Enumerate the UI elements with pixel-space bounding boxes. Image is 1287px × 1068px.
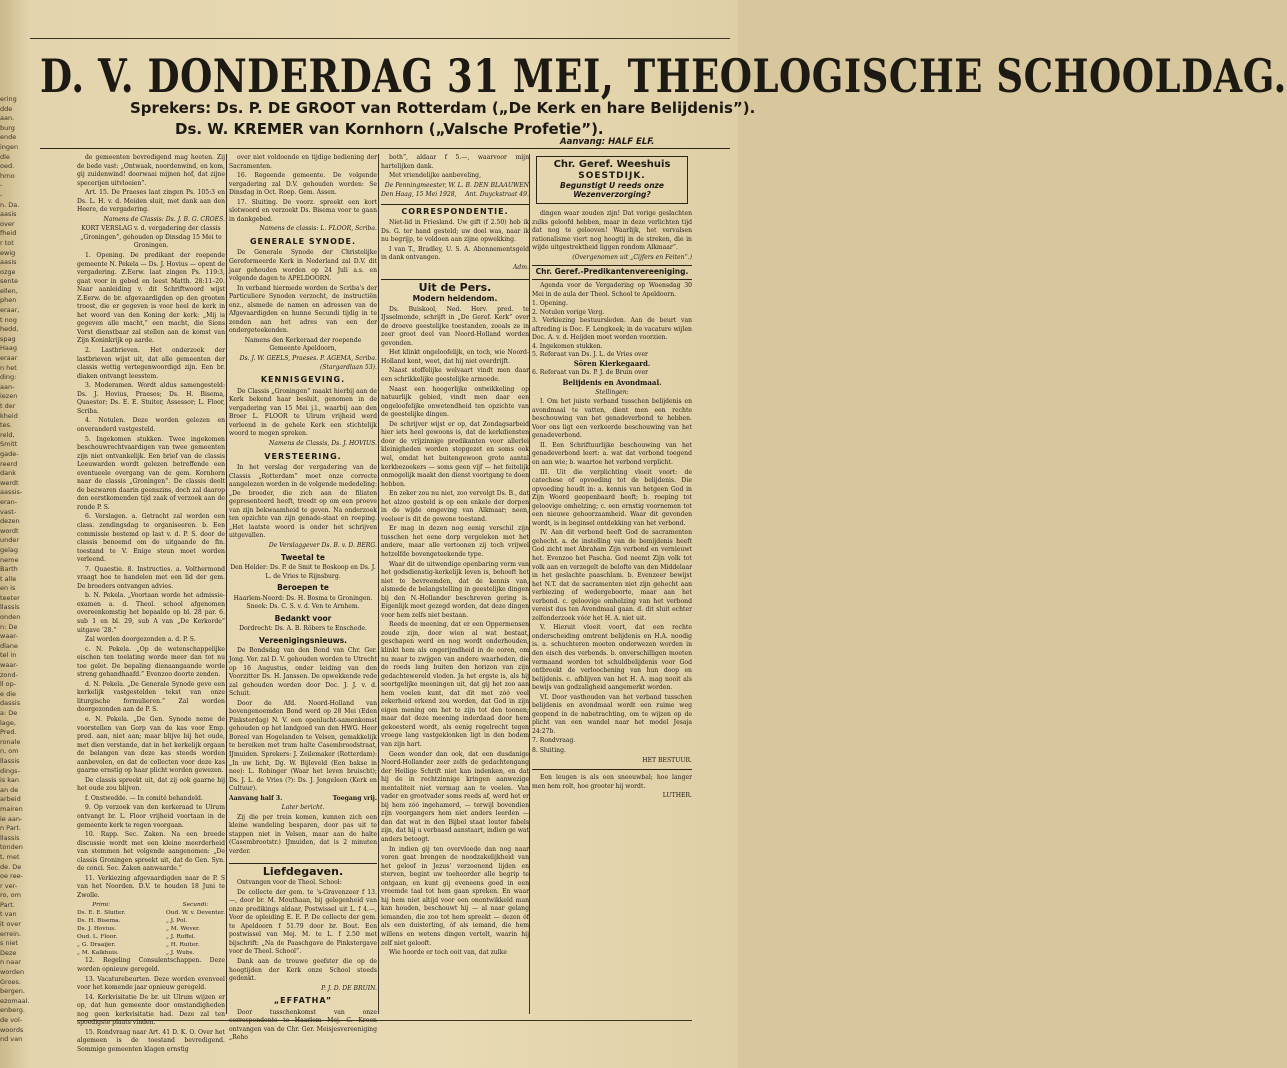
paragraph: 3. Moderamen. Wordt aldus samengesteld: Ds. J. Hovius, Praeses; Ds. H. Bisema, Quaestor; Ds. E. E. Stuiter, Assessor; L. Floor, Scriba. xyxy=(77,382,225,415)
margin-fragment: - xyxy=(0,181,3,190)
paragraph: Reeds de meening, dat er een Oppermensen zoude zijn, door wien al wat bestaat, geschapen werd en nog wordt onderhouden, klinkt hem als ongerijmdheid in de ooren, om nu maar te zwijgen van andere waarheden, die de roeds lang buiten den horizon van zijn gedachtewereld vloden. Ja het ergste is, als hij soortgelijke meeningen uit, dat gij het zoo aan hem voelen kunt, dat dit met zóó veel zekerheid erkend zou worden, dat God in zijn eigen mening om het te zijn tot den toonen; maar dat deze meening inderdaad door hem gekoesterd wordt, als eenig regelrecht tegen vroege lang vastgeklonken ligt in den bodem van zijn hart. xyxy=(381,621,529,748)
agenda-item: 8. Sluiting. xyxy=(532,747,566,754)
margin-fragment: hrno xyxy=(0,171,15,180)
paragraph: De classis spreekt uit, dat zij ook gaarne bij het oude zou blijven. xyxy=(77,776,225,793)
delegate-name: „ J. Roffel. xyxy=(165,934,196,941)
margin-fragment: kheid xyxy=(0,411,18,420)
margin-fragment: llassis xyxy=(0,603,20,612)
stelling: I. Om het juiste verband tusschen belijdenis en avondmaal te vatten, dient men een rechte beschouwing van het genadeverbond te hebben. Voor ons ligt een verkeerde beschouwing van het genadeverbond. xyxy=(532,398,692,440)
ad-place: SOESTDIJK. xyxy=(578,170,646,181)
margin-fragment: gade- xyxy=(0,449,19,458)
agenda-item: 1. Opening. xyxy=(532,300,568,308)
delegate-name: „ J. Pol. xyxy=(165,918,188,925)
margin-fragment: n Part. xyxy=(0,824,22,833)
secundi-heading: Secundi: xyxy=(182,902,209,909)
paragraph: Naast stoffelijke welvaart vindt men daar een schrikkelijke geestelijke armoede. xyxy=(381,367,529,384)
column-2 xyxy=(229,154,377,1042)
paragraph: Agenda voor de Vergadering op Woensdag 30 Mei in de aula der Theol. School te Apeldoorn. xyxy=(532,282,692,298)
margin-fragment: aan. xyxy=(0,114,15,123)
margin-fragment: r tot xyxy=(0,238,14,247)
agenda-item: 7. Rondvraag. xyxy=(532,737,576,745)
paragraph: f. Onstwedde. — In comité behandeld. xyxy=(85,794,203,802)
delegate-name: „ M. Kalkhuis. xyxy=(77,950,119,957)
source-note: (Overgenomen uit „Cijfers en Feiten”.) xyxy=(572,253,692,261)
margin-fragment: teeter xyxy=(0,593,20,602)
agenda-item: 5. Referaat van Ds. J. L. de Vries over xyxy=(532,351,648,359)
quote: Een leugen is als een sneeuwbal; hoe langer men hem rolt, hoe grooter hij wordt. xyxy=(532,774,692,790)
speakers-line-1: Sprekers: Ds. P. DE GROOT van Rotterdam („De Kerk en hare Belijdenis”). xyxy=(130,99,756,117)
section-heading: KORT VERSLAG v. d. vergadering der classis „Groningen”, gehouden op Dinsdag 15 Mei te Groningen. xyxy=(80,225,222,250)
paragraph: Waar dit de uitwendige openbaring vorm van het godsdienstig-kerkelijk leven is, behoeft het niet te bevreemden, dat de kennis van, alsmede de belangstelling in geestelijke dingen bij den N.-Hollander beschreven gering is. Eigenlijk moet gezegd worden, dat deze dingen voor hem zelfs niet bestaan. xyxy=(381,560,529,619)
margin-fragment: t, met xyxy=(0,852,20,861)
margin-fragment: reld, xyxy=(0,430,15,439)
paragraph: In indien gij ten overvloede dan nog naar voren gaat brengen de noodzakelijkheid van het geloof in Jezus’ verzoenend lijden en sterven, begint uw toehoorder alle begrip te ontgaan, en kunt gij eveneens goed in een vreemde taal tot hem gaan spreken. En waar hij hem niet altijd voor een onontwikkeld man kan houden, beschouwt hij — al naar gelang iemanden, die zoo tot hem spreekt — dezen óf als een duisterling, óf als iemand, die hem willens en wetens dingen vertelt, waarin hij zelf niet gelooft. xyxy=(381,845,529,947)
paragraph: 9. Op verzoek van den kerkeraad te Ulrum ontvangt br. L. Floor vrijheid voortaan in de gemeente kerk te regen voorgaan. xyxy=(77,804,225,829)
paragraph: 13. Vacaturebeurten. Deze worden evenveel voor het komende jaar opnieuw geregeld. xyxy=(77,975,225,992)
agenda-item: 4. Ingekomen stukken. xyxy=(532,342,603,350)
margin-fragment: reerd xyxy=(0,459,18,468)
stelling: III. Uit die verplichting vloeit voort: de catechese of opvoeding tot de belijdenis. Die opvoeding houdt in: a. kennis van hetgeen God in Zijn Woord geopenbaard heeft; b. roeping tot geloovige omhelzing; c. een ernstig voornemen tot een nieuwe gehoorzaamheid. Waar dit gevonden wordt, is in beginsel ontdekking van het verbond. xyxy=(532,468,692,527)
margin-fragment: under xyxy=(0,536,20,545)
margin-fragment: a: De xyxy=(0,709,18,717)
paragraph: 1. Opening. De predikant der roepende gemeente N. Pekela — Ds. J. Hovius — opent de vergadering. Z.Eerw. laat zingen Ps. 119:3, gaat voor in gebed en leest Matth. 28:11–20. Naar aanleiding v. dit Schriftwoord wijst Z.Eerw. de br. afgevaardigden op den grooten troost, die er gegeven is voor heel de kerk in het woord van den Koning der kerk: „Mij is gegeven alle macht,” een macht, die Sions Vorst dienstbaar zal stellen aan de komst van Zijn Koninkrijk op aarde. xyxy=(77,252,225,345)
paragraph: Zal worden doorgezonden a. d. P. S. xyxy=(85,636,196,644)
paragraph: 2. Lastbrieven. Het onderzoek der lastbrieven wijst uit, dat alle gemeenten der classis wettig vertegenwoordigd zijn. Een br. diaken ontvangt leesstem. xyxy=(77,347,225,380)
margin-fragment: hedd, xyxy=(0,325,19,334)
paragraph: Dank aan de trouwe geefster die op de hoogtijden der Kerk onze School steeds gedenkt. xyxy=(229,958,377,983)
margin-fragment: e die xyxy=(0,689,16,698)
address: Ant. Duyckstraat 49. xyxy=(465,191,529,199)
referaat-topic: Belijdenis en Avondmaal. xyxy=(562,378,662,388)
margin-fragment: it over xyxy=(0,920,21,929)
article-title: Modern heidendom. xyxy=(412,294,498,304)
paragraph: Wie hoorde er toch ooit van, dat zulke xyxy=(389,949,507,957)
margin-fragment: t van xyxy=(0,910,17,919)
margin-fragment: waar- xyxy=(0,632,18,641)
margin-fragment: ronale xyxy=(0,737,21,746)
delegate-name: „ H. Ruiter. xyxy=(165,942,200,949)
column-divider xyxy=(378,154,379,1014)
paragraph: 14. Kerkvisitatie De br. uit Ulrum wijzen er op, dat hun gemeente door omstandigheden nog geen kerkvisitatie had. Deze zal ten spoedigste plaats vinden. xyxy=(77,993,225,1027)
margin-fragment: worden xyxy=(0,968,25,977)
margin-fragment: Pred. xyxy=(0,728,17,737)
quote-author: LUTHER. xyxy=(662,792,692,800)
paragraph: 12. Regeling Consulentschappen. Deze worden opnieuw geregeld. xyxy=(77,957,225,974)
delegate-name: Oud. L. Floor. xyxy=(77,934,118,941)
margin-fragment: n naar xyxy=(0,958,21,967)
delegate-name: Ds. H. Bisema. xyxy=(77,918,121,925)
paragraph: 16. Regeende gemeente. De volgende vergadering zal D.V. gehouden worden: Se Dinsdag in Oct. Roep. Gem. Assen. xyxy=(229,172,377,197)
margin-fragment: ding: xyxy=(0,373,17,382)
paragraph: Met vriendelijke aanbeveling, xyxy=(389,172,482,180)
margin-fragment: r ver- xyxy=(0,881,18,890)
page-headline: D. V. DONDERDAG 31 MEI, THEOLOGISCHE SCHOOLDAG. xyxy=(40,48,1287,103)
stelling: IV. Aan dit verbond heeft God de sacramenten gehecht. a. de instelling van de bemijdenis heeft God zicht met Abraham Zijn verbond en vernieuwt het. Evenzoo het Pascha. God neemt Zijn volk tot volk aan en verzegelt de belofte van den Middelaar in het geslachte paaschlam. b. Evenzeer bewijst het N.T. dat de sacramenten niet zijn gehecht aan verbiezing of wedergeboorte, maar aan het verbond. c. geloovige omhelzing van het verbond vereist dus ten Avondmaal gaan. d. dit sluit echter zelfonderzoek vóór het H. A. niet uit. xyxy=(532,529,692,622)
margin-fragment: llassis xyxy=(0,833,20,842)
paragraph: Niet-lid in Friesland. Uw gift (f 2.50) heb ik Ds. G. ter hand gesteld; uw doel was, naar ik nu begrijp, te voldoen aan zijne opwekking. xyxy=(381,219,529,244)
divider xyxy=(532,769,692,770)
paragraph: 6. Verslagen. a. Getracht zal worden een class. zendingsdag te organiseeren. b. Een commissie bestemd op last v. d. P. S. door de classis benoemd om de uitgaande de fin. toestand te V. Enige steun moet worden verleend. xyxy=(77,513,225,564)
signature: HET BESTUUR. xyxy=(642,756,692,764)
margin-fragment: n: De xyxy=(0,622,18,631)
paragraph: d. N. Pekela. „De Generale Synode geve een kerkelijk vastgestelden tekst van onze liturgische formulieren.” Zal worden doorgezonden aan de P. S. xyxy=(77,680,225,714)
margin-fragment: nd van xyxy=(0,1035,23,1044)
bottom-divider xyxy=(77,1020,692,1021)
margin-fragment: Deze xyxy=(0,948,17,957)
margin-fragment: eraar xyxy=(0,354,18,363)
column-divider xyxy=(226,154,227,1014)
margin-fragment: ellen, xyxy=(0,286,18,295)
signature: Adm. xyxy=(512,264,529,272)
paragraph: Ds. Buiskool, Ned. Herv. pred. te IJsselmonde, schrijft in „De Geref. Kerk” over de droeve geestelijke toestanden, zooals ze in zeer groot deel van Noord-Holland worden gevonden. xyxy=(381,305,529,347)
paragraph: In het verslag der vergadering van de Classis „Rotterdam” moet onze correcte aangelezen worden in de volgende mededeling: „De broeder, die zich aan de filiaten gepresenteerd heeft, treedt op om een proeve van zijn bekwaamheid te geven. Na onderzoek ten opzichte van zijn genade-staat en roeping. „Het laatste woord is onder het schrijven uitgevallen. xyxy=(229,464,377,540)
paragraph: In verband hiermede worden de Scriba’s der Particuliere Synoden verzocht, de instructiën enz., alsmede de namen en adressen van de Afgevaardigden en hunne Secundi tijdig in te zenden aan het adres van een der ondergeteekenden. xyxy=(229,284,377,335)
section-heading-synode: GENERALE SYNODE. xyxy=(249,236,357,246)
margin-fragment: s niet xyxy=(0,939,18,948)
margin-fragment: wordt xyxy=(0,526,19,535)
margin-fragment: onden xyxy=(0,613,21,622)
column-4 xyxy=(532,154,692,1014)
signature: Namens de Classis, Ds. J. HOVIUS. xyxy=(268,439,377,447)
margin-fragment: over xyxy=(0,219,15,228)
margin-fragment: dassis xyxy=(0,699,21,708)
signature: P. J. D. DE BRUIN. xyxy=(321,984,377,992)
margin-fragment: neme xyxy=(0,555,19,564)
margin-fragment: lage, xyxy=(0,718,16,727)
margin-fragment: burg xyxy=(0,123,15,132)
paragraph: Het klinkt ongeloofelijk, en toch, wie Noord-Holland kent, weet, dat hij niet overdrijft. xyxy=(381,349,529,365)
subheading: Later bericht. xyxy=(281,804,325,812)
margin-fragment: fheid xyxy=(0,229,17,238)
stellingen-heading: Stellingen: xyxy=(595,388,629,396)
margin-fragment: n. Da. xyxy=(0,200,20,209)
section-heading-kennisgeving: KENNISGEVING. xyxy=(260,375,346,385)
paragraph: Dordrecht: Ds. A. B. Röbers te Enschede. xyxy=(239,625,367,633)
margin-fragment: Barth xyxy=(0,565,18,574)
margin-fragment: dlane xyxy=(0,641,19,650)
paragraph: c. N. Pekela. „Op de wetenschappelijke eischen ten toelating worde meer dan tot nu toe gelet. De bepaling dienaangaande worde streng gehandhaafd.” Evenzoo doorte zenden. xyxy=(77,645,225,679)
margin-fragment: iezen xyxy=(0,392,18,401)
section-heading-uit-de-pers: Uit de Pers. xyxy=(381,279,529,293)
margin-fragment: an de xyxy=(0,785,19,794)
section-heading-bedankt: Bedankt voor xyxy=(274,613,332,623)
paragraph: De Classis „Groningen” maakt hierbij aan de Kerk bekend haar besluit, genomen in de vergadering van 15 Mei j.l., waarbij aan den Broer L. FLOOR te Ulrum vrijheid werd verleend in de gehele Kerk een stichtelijk woord te mogen spreken. xyxy=(229,387,377,438)
paragraph: 17. Sluiting. De voorz. spreekt een kort slotwoord en verzoekt Ds. Bisema voor te gaan in dankgebed. xyxy=(229,198,377,223)
margin-fragment: dank xyxy=(0,469,16,478)
margin-fragment: dezen xyxy=(0,517,20,526)
margin-fragment: ie aan- xyxy=(0,814,23,823)
section-heading-vereeniging: Vereenigingsnieuws. xyxy=(259,635,347,645)
delegate-name: „ M. Wever. xyxy=(165,926,201,933)
paragraph: Door tusschenkomst van onze correspondente te Haarlem Mej. C. Kroon ontvangen van de Chr. Ger. Meisjesvereeniging „Reho xyxy=(229,1008,377,1042)
margin-fragment: en is xyxy=(0,584,16,593)
margin-fragment: oed. xyxy=(0,162,15,171)
paragraph: Er mag in dezen nog eenig verschil zijn tusschen het eene dorp vergeleken met het andere, maar alle vertoonen zij toch vrijwel hetzelfde bovengeteekende type. xyxy=(381,525,529,558)
speakers-line-2: Ds. W. KREMER van Kornhorn („Valsche Profetie”). xyxy=(175,120,604,138)
margin-fragment: ro, om xyxy=(0,891,21,900)
ad-title: Chr. Geref. Weeshuis xyxy=(553,159,671,170)
margin-fragment: ende xyxy=(0,133,17,142)
margin-fragment: ewig xyxy=(0,248,16,257)
margin-fragment: eran- xyxy=(0,497,18,506)
margin-fragment: aan- xyxy=(0,382,15,391)
margin-fragment: tel in xyxy=(0,651,17,660)
paragraph: Ontvangen voor de Theol. School: xyxy=(237,879,342,887)
agenda-item: 2. Notulen vorige Verg. xyxy=(532,308,605,316)
section-heading-verbetering: VERSTEERING. xyxy=(264,451,342,461)
margin-fragment: aasis xyxy=(0,258,17,267)
stelling: II. Een Schriftuurlijke beschouwing van het genadeverbond leert: a. wat dat verbond toegend en aan wie; b. waartoe het verbond verplicht. xyxy=(532,441,692,466)
section-heading-effatha: „EFFATHA” xyxy=(273,996,333,1006)
paragraph: De Generale Synode der Christelijke Gereformeerde Kerk in Nederland zal D.V. dit jaar gehouden worden op 24 Juli a.s. en volgende dagen te APELDOORN. xyxy=(229,249,377,283)
margin-fragment: Haag xyxy=(0,344,17,353)
paragraph: 5. Ingekomen stukken. Twee ingekomen beschouwrechtvaardigen van twee gemeenten zijn niet ontvankelijk. Een brief van de classis Leeuwarden wordt gelezen betreffende een eventueele overgang van de gem. Kornhorn naar de classis „Groningen”. De classis deelt de bezwaren daarin geenszins, doch zal daarop den eerstkomenden tijd zaak of verzoek aan de ronde P. S. xyxy=(77,435,225,511)
date-place: Den Haag, 15 Mei 1928, xyxy=(381,191,457,199)
margin-fragment: aasis xyxy=(0,210,17,219)
paragraph: Den Helder: Ds. P. de Smit te Boskoop en Ds. J. L. de Vries te Rijnsburg. xyxy=(230,564,376,580)
agenda-item: 6. Referaat van Ds. P. J. de Bruin over xyxy=(532,369,648,377)
margin-fragment: Groes. xyxy=(0,977,21,986)
delegate-name: Oud. W. v. Deventer. xyxy=(165,910,225,917)
signature: Ds. J. W. GEELS, Praeses. P. AGEMA, Scriba. (Stargardlaan 53). xyxy=(239,355,377,371)
left-margin-strip xyxy=(0,95,30,1044)
paragraph: 7. Quaestie. 8. Instructies. a. Volthermond vraagt hoe te handelen met een lid der gem. De broeders ontvangen advies. xyxy=(77,565,225,590)
margin-fragment: ingen xyxy=(0,142,19,151)
signature: Namens de classis: L. FLOOR, Scriba. xyxy=(259,225,377,233)
section-heading-tweetal: Tweetal te xyxy=(281,552,325,562)
section-heading-beroepen: Beroepen te xyxy=(277,583,329,593)
margin-fragment: phen xyxy=(0,296,17,305)
column-1 xyxy=(77,154,225,1053)
paragraph: De schrijver wijst er op, dat Zondagsarbeid hier iets heel gewoons is, dat de kerkdiensten door de vrijzinnige predikanten voor allerlei kleinigheden worden stopgezet en soms ook wel, omdat het buitengewoon grote aantal kerkbezoekers — soms geen vijf — het feitelijk onmogelijk maakt den dienst voortgang te doen hebben. xyxy=(381,420,529,488)
entry-info xyxy=(229,795,377,804)
margin-fragment: zond- xyxy=(0,670,18,679)
paragraph: over niet voldoende en tijdige bediening der Sacramenten. xyxy=(229,154,377,170)
margin-fragment: dle xyxy=(0,152,10,161)
paragraph: Door de Afd. Noord-Holland van bovengenoemden Bond werd op 28 Mei (Eden Pinksterdag) N. V. een openlucht-samenkomst gehouden op het landgoed van den HWG. Heer Boreel van Hogelanden te Velsen, gemakkelijk te bereiken met tram halte Casembroodstraat, IJmuiden. Sprekers: J. Zeilemaker (Rotterdam): „In uw licht, Dg. W. Bijleveld (Een bakse in nee): L. Robinger (Waar het leven bruischt); Ds. J. L. de Vries (?): Ds. J. Jongeleen (Kerk en Cultuur). xyxy=(229,699,377,793)
section-heading-liefdegaven: Liefdegaven. xyxy=(229,863,377,877)
margin-fragment: t nog xyxy=(0,315,17,324)
paragraph: both”, aldaar f 5.—, waarvoor mijn hartelijken dank. xyxy=(381,154,529,170)
signature: De Penningmeester, W. L. B. DEN BLAAUWEN xyxy=(384,181,529,189)
margin-fragment: ll op- xyxy=(0,680,17,689)
margin-fragment: aassis- xyxy=(0,488,23,497)
margin-fragment: ering xyxy=(0,95,17,103)
margin-fragment: sente xyxy=(0,277,19,286)
margin-fragment: dings- xyxy=(0,766,20,775)
column-divider xyxy=(529,154,530,1014)
margin-fragment: t alle xyxy=(0,574,17,583)
referaat-topic: Sören Kierkegaard. xyxy=(573,358,651,368)
margin-fragment: - xyxy=(0,190,3,199)
margin-fragment: de. De xyxy=(0,862,22,871)
paragraph: 4. Notulen. Deze worden gelezen en onveranderd vastgesteld. xyxy=(77,417,225,433)
margin-fragment: ezomaal. xyxy=(0,996,30,1005)
paragraph: dingen waar zouden zijn! Dat vorige geslachten zulks geloofd hebben, maar in deze verlichten tijd dat nog te gelooven! Waarlijk, het vervalsen rationalisme viert nog hoogtij in de streken, die in wijde uitgestrektheid liggen rondom Alkmaar”. xyxy=(532,210,692,252)
margin-fragment: errein. xyxy=(0,929,22,938)
margin-fragment: waar- xyxy=(0,661,18,670)
margin-fragment: enberg. xyxy=(0,1006,25,1015)
paragraph: En zeker zou nu niet, zoo vervolgt Ds. B., dat het alzoo gesteld is op een enkele der dorpen in de wijde omgeving van Alkmaar; neen, veeleer is dit de gewone toestand. xyxy=(381,490,529,523)
paragraph: 15. Rondvraag naar Art. 41 D. K. O. Over het algemeen is de toestand bevredigend. Sommige gemeenten klagen ernstig xyxy=(77,1028,225,1053)
delegate-name: Ds. E. E. Sluiter. xyxy=(77,910,126,917)
margin-fragment: ozge xyxy=(0,267,16,276)
ad-question: Begunstigt U reeds onze Wezenverzorging? xyxy=(560,181,664,199)
margin-fragment: werdt xyxy=(0,478,19,487)
margin-fragment: woords xyxy=(0,1025,24,1034)
paragraph: Naast een hoogerlijke ontwikkeling op natuurlijk gebied, vindt men daar een ongeloofelijke onwetendheid ten opzichte van de geestelijke dingen. xyxy=(381,385,529,419)
header-divider xyxy=(40,148,730,149)
paragraph: De collecte der gem. te 's-Gravenzeer f 13.—, door br. M. Mouthaan, bij gelegenheid van onze predikings aldaar, Postwissel uit L. f 4.—, Voor de opleiding E. E. P. De collecte der gem. te Apeldoorn f 51.79 door br. Bout. Een postwissel van Mej. M. te L. f 2.50 met bijschrift: „Na de Paaschgave de Pinkstergave voor de Theol. School”. xyxy=(229,888,377,956)
paragraph: e. N. Pekela. „De Gen. Synode neme de voorstellen van Gorp van de kas voor Emp. pred. aan, niet aan; maar blijve bij het oude, met dien verstande, dat in het kerkelijk orgaan de belangen van deze kas steeds worden aanbevolen, en dat de collecten voor deze kas gaarne ernstig op haar plicht worden gewezen. xyxy=(77,716,225,775)
top-band xyxy=(30,0,730,40)
primi-list xyxy=(77,901,125,957)
margin-fragment: oe ree- xyxy=(0,872,23,881)
signature: De Verslaggever Ds. B. v. D. BERG. xyxy=(268,541,377,549)
margin-fragment: Part. xyxy=(0,900,15,909)
margin-fragment: de vol- xyxy=(0,1016,23,1024)
agenda-list xyxy=(532,300,692,360)
paragraph: Namens den Kerkeraad der roepende Gemeente Apeldoorn, xyxy=(244,336,362,353)
delegates-table xyxy=(77,901,225,957)
margin-fragment: eraar, xyxy=(0,306,20,315)
paragraph: Zij die per trein komen, kunnen zich een kleine wandeling besparen, door pas uit te stappen niet in Velsen, maar aan de halte (Casembrootstr.) IJmuiden, dat is 2 minuten verder. xyxy=(229,813,377,856)
paragraph: De Bondsdag van den Bond van Chr. Ger. Jong. Ver. zal D. V. gehouden worden te Utrecht op 16 Augustus, onder leiding van den Voorzitter Ds. H. Janssen. De opwekkende rede zal gehouden worden door Doc. J. J. v. d. Schuit. xyxy=(229,647,377,698)
paragraph: b. N. Pekela. „Voortaan worde het admissie-examen a. d. Theol. school afgenomen overeenkomstig het bepaalde op bl. 28 par. 6. sub 1 en bl. 29, sub A van „De Kerkorde” uitgave ’28.” xyxy=(77,592,225,634)
margin-fragment: tonden xyxy=(0,843,23,852)
paragraph: Geen wonder dan ook, dat een dusdanige Noord-Hollander zeer zelfs de gedachtengang der Heilige Schrift niet kan indenken, en dat hij de in rechtzinnige kringen aanwezige mentaliteit niet vermag aan te voelen. Van vader en grootvader soms reeds af, werd het er bij hem zóó ingehamerd, — terwijl bovendien zijn voorgangers hem niet anders leerden — dan dat wat in den Bijbel staat louter fabels zijn, dat hij u verbaasd aanstaart, indien ge wat anders betoogt. xyxy=(381,750,529,844)
section-heading-predikanten: Chr. Geref.-Predikantenvereeniging. xyxy=(532,265,692,280)
start-time: Aanvang: HALF ELF. xyxy=(560,137,655,147)
margin-fragment: arbeid xyxy=(0,795,21,804)
paragraph: Haarlem-Noord: Ds. H. Bosma te Groningen. Sneek: Ds. C. S. v. d. Ven te Arnhem. xyxy=(233,594,373,611)
margin-fragment: is kan xyxy=(0,776,20,785)
primi-heading: Primi: xyxy=(92,902,111,909)
stelling: VI. Door vasthouden van het verband tusschen belijdenis en avondmaal wordt een ruime weg geopend in de nabetrachting, om te wijzen op de plicht van een wandel naar het model Jesaja 24:27b. xyxy=(532,693,692,735)
paragraph: 10. Rapp. Sec. Zaken. Na een breede discussie wordt met een kleine meerderheid van stemmen het volgende aangenomen: „De classis Groningen spreekt uit, dat de Gen. Syn. de conci. Sec. Zaken aanwaarde.” xyxy=(77,831,225,873)
paragraph: I van T., Bradley, U. S. A. Abonnementsgeld in dank ontvangen. xyxy=(381,245,529,262)
margin-fragment: llassis xyxy=(0,756,20,765)
delegate-name: „ J. Wubs. xyxy=(165,950,195,957)
paragraph: Art. 15. De Praeses laat zingen Ps. 105:3 en Ds. L. H. v. d. Meiden sluit, met dank aan den Heere, de vergadering. xyxy=(77,189,225,214)
margin-fragment: t der xyxy=(0,402,16,410)
delegate-name: „ G. Draaijer. xyxy=(77,942,116,949)
delegate-name: Ds. J. Hovius. xyxy=(77,926,117,933)
signature: Namens de Classis: Ds. J. B. G. CROES. xyxy=(103,215,225,223)
margin-fragment: gelag xyxy=(0,545,19,554)
stelling: V. Hieruit vloeit voort, dat een rechte onderscheiding omtrent belijdenis en H.A. noodig is. a. schuchteren moeten onderwezen worden in den eisch des verbonds. b. onverschilligen moeten vermaand worden tot schuldbelijdenis voor God ontbreekt de verloochening van hun doop en belijdenis. c. afblijven van het H. A. mag nooit als bewijs van godzaligheid aangemerkt worden. xyxy=(532,624,692,692)
section-heading-correspondentie: CORRESPONDENTIE. xyxy=(381,204,529,217)
margin-fragment: dde xyxy=(0,104,13,113)
dateline xyxy=(381,191,529,200)
margin-fragment: spag xyxy=(0,334,16,343)
start-label: Aanvang half 3. xyxy=(229,794,283,802)
margin-fragment: tes. xyxy=(0,421,13,430)
paragraph: 11. Verkiezing afgevaardigden naar de P. S van het Noorden. D.V. te houden 18 Juni te Zwolle. xyxy=(77,874,225,899)
paragraph: de gemeenten bevredigend mag heeten. Zij de bede vast: „Ontwaak, noordenwind, en kom, gij zuidenwind! doorwaai mijnen hof, dat zijne specerijen uitvloeien”. xyxy=(77,154,225,187)
margin-fragment: mairen xyxy=(0,804,23,813)
access-label: Toegang vrij. xyxy=(332,794,377,802)
orphanage-advertisement xyxy=(536,156,688,204)
column-3 xyxy=(381,154,529,1014)
margin-fragment: n, om xyxy=(0,747,19,756)
margin-fragment: vast- xyxy=(0,507,17,516)
agenda-item: 3. Verkiezing bestuursleden. Aan de beurt van aftreding is Doc. F. Lengkeek; in de vacature wijlen Doc. A. v. d. Heijden moet worden voorzien. xyxy=(532,317,692,342)
margin-fragment: n het xyxy=(0,363,17,372)
secundi-list xyxy=(166,901,225,957)
margin-fragment: Smitt xyxy=(0,440,18,449)
margin-fragment: bergen. xyxy=(0,987,25,996)
